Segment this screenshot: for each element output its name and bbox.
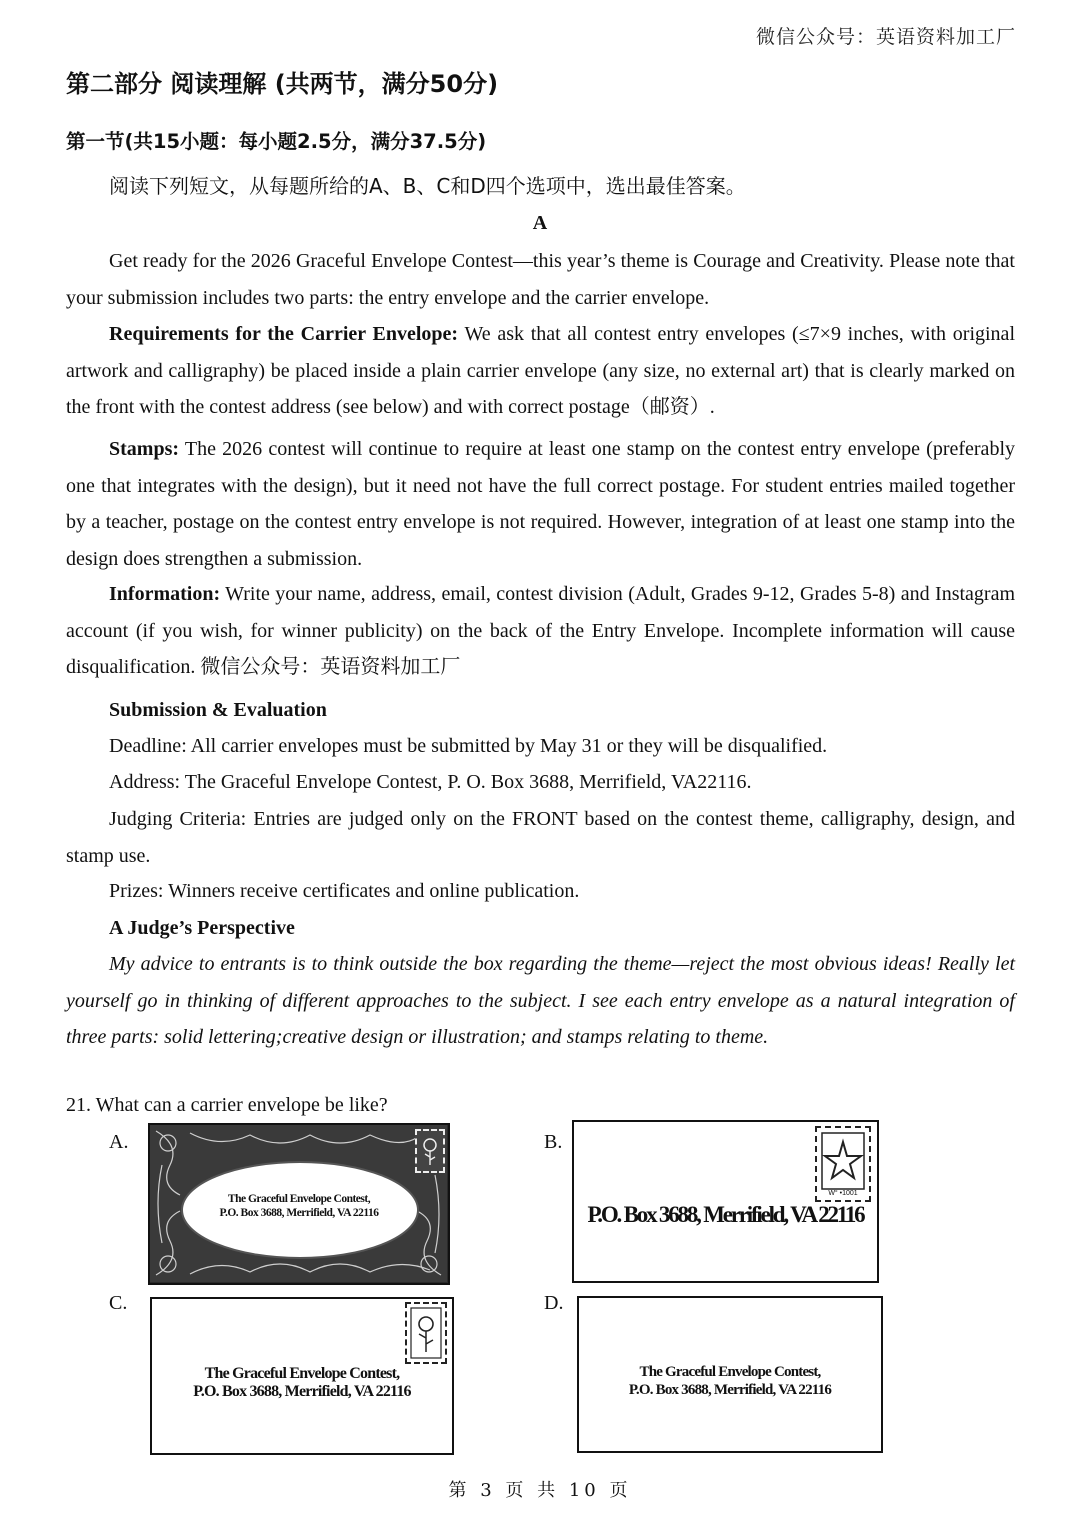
rose-icon: [407, 1304, 445, 1362]
passage-letter: A: [532, 212, 548, 234]
stamps-paragraph: [66, 431, 1015, 577]
option-a-label[interactable]: A.: [109, 1131, 129, 1153]
option-d-label[interactable]: D.: [544, 1292, 564, 1314]
stamps-text: The 2026 contest will continue to require at least one stamp on the contest entry envelope (preferably one that integrates with the design), but it need not have the full correct postage. For student entries mailed together by a teacher, postage on the contest entry envelope is not required. However, integration of at least one stamp into the design does strengthen a submission.: [66, 438, 1015, 570]
section-title: 第二部分 阅读理解 (共两节，满分50分): [66, 70, 499, 98]
question-stem: 21. What can a carrier envelope be like?: [66, 1094, 388, 1116]
passage-intro: Get ready for the 2026 Graceful Envelope Contest—this year’s theme is Courage and Creativity. Please note that your submission includes two parts: the entry envelope and the carrier envelope.: [66, 250, 1015, 309]
carrier-paragraph: [66, 316, 1015, 426]
deadline-line: Deadline: All carrier envelopes must be submitted by May 31 or they will be disqualified.: [109, 735, 828, 757]
stamps-label: Stamps:: [109, 438, 180, 460]
judging-criteria: Judging Criteria: Entries are judged only on the FRONT based on the contest theme, calligraphy, design, and stamp use.: [66, 808, 1015, 867]
envelope-c-line1: The Graceful Envelope Contest,: [204, 1365, 400, 1382]
section-subtitle: 第一节(共15小题：每小题2.5分，满分37.5分): [66, 130, 487, 153]
info-text: Write your name, address, email, contest division (Adult, Grades 9-12, Grades 5-8) and Instagram account (if you wish, for winner publicity) on the back of the Entry Envelope. Incomplete information will cause disqualification. 微信公众号：英语资料加工厂: [66, 583, 1015, 678]
carrier-text: We ask that all contest entry envelopes (≤7×9 inches, with original artwork and calligraphy) be placed inside a plain carrier envelope (any size, no external art) that is clearly marked on the front with the contest address (see below) and with correct postage（邮资）.: [66, 323, 1015, 418]
envelope-c-line2: P.O. Box 3688, Merrifield, VA 22116: [193, 1383, 411, 1400]
stamp-denomination: W° •1001: [828, 1190, 858, 1197]
carrier-label: Requirements for the Carrier Envelope:: [109, 323, 459, 345]
header-watermark: 微信公众号：英语资料加工厂: [755, 26, 1016, 48]
judge-text: My advice to entrants is to think outside the box regarding the theme—reject the most obvious ideas! Really let yourself go in thinking of different approaches to the subject. I see each entry envelope as a natural integration of three parts: solid lettering;creative design or illustration; and stamps relating to theme.: [66, 953, 1015, 1048]
address-line: Address: The Graceful Envelope Contest, P. O. Box 3688, Merrifield, VA22116.: [109, 771, 752, 793]
envelope-d-line2: P.O. Box 3688, Merrifield, VA 22116: [628, 1382, 832, 1398]
option-b-label[interactable]: B.: [544, 1131, 563, 1153]
envelope-option-a[interactable]: [148, 1123, 450, 1285]
option-c-label[interactable]: C.: [109, 1292, 128, 1314]
page-footer: 第 3 页 共 10 页: [448, 1480, 632, 1501]
submission-heading: Submission & Evaluation: [109, 699, 327, 721]
stamp-icon: [405, 1302, 447, 1364]
info-paragraph: [66, 576, 1015, 686]
prizes-line: Prizes: Winners receive certificates and online publication.: [109, 880, 580, 902]
info-label: Information:: [109, 583, 221, 605]
stamp-icon: [415, 1129, 445, 1173]
envelope-option-c[interactable]: [150, 1297, 454, 1455]
instruction: 阅读下列短文，从每题所给的A、B、C和D四个选项中，选出最佳答案。: [109, 174, 746, 198]
rose-icon: [417, 1131, 443, 1171]
envelope-b-line1: P.O. Box 3688, Merrifield, VA 22116: [587, 1202, 864, 1227]
envelope-d-line1: The Graceful Envelope Contest,: [639, 1364, 821, 1380]
envelope-a-line1: The Graceful Envelope Contest,: [227, 1193, 371, 1205]
envelope-option-b[interactable]: [572, 1120, 879, 1283]
envelope-a-line2: P.O. Box 3688, Merrifield, VA 22116: [219, 1207, 379, 1219]
envelope-option-d[interactable]: [577, 1296, 883, 1453]
stamp-icon: [815, 1126, 871, 1202]
judge-heading: A Judge’s Perspective: [109, 917, 295, 939]
